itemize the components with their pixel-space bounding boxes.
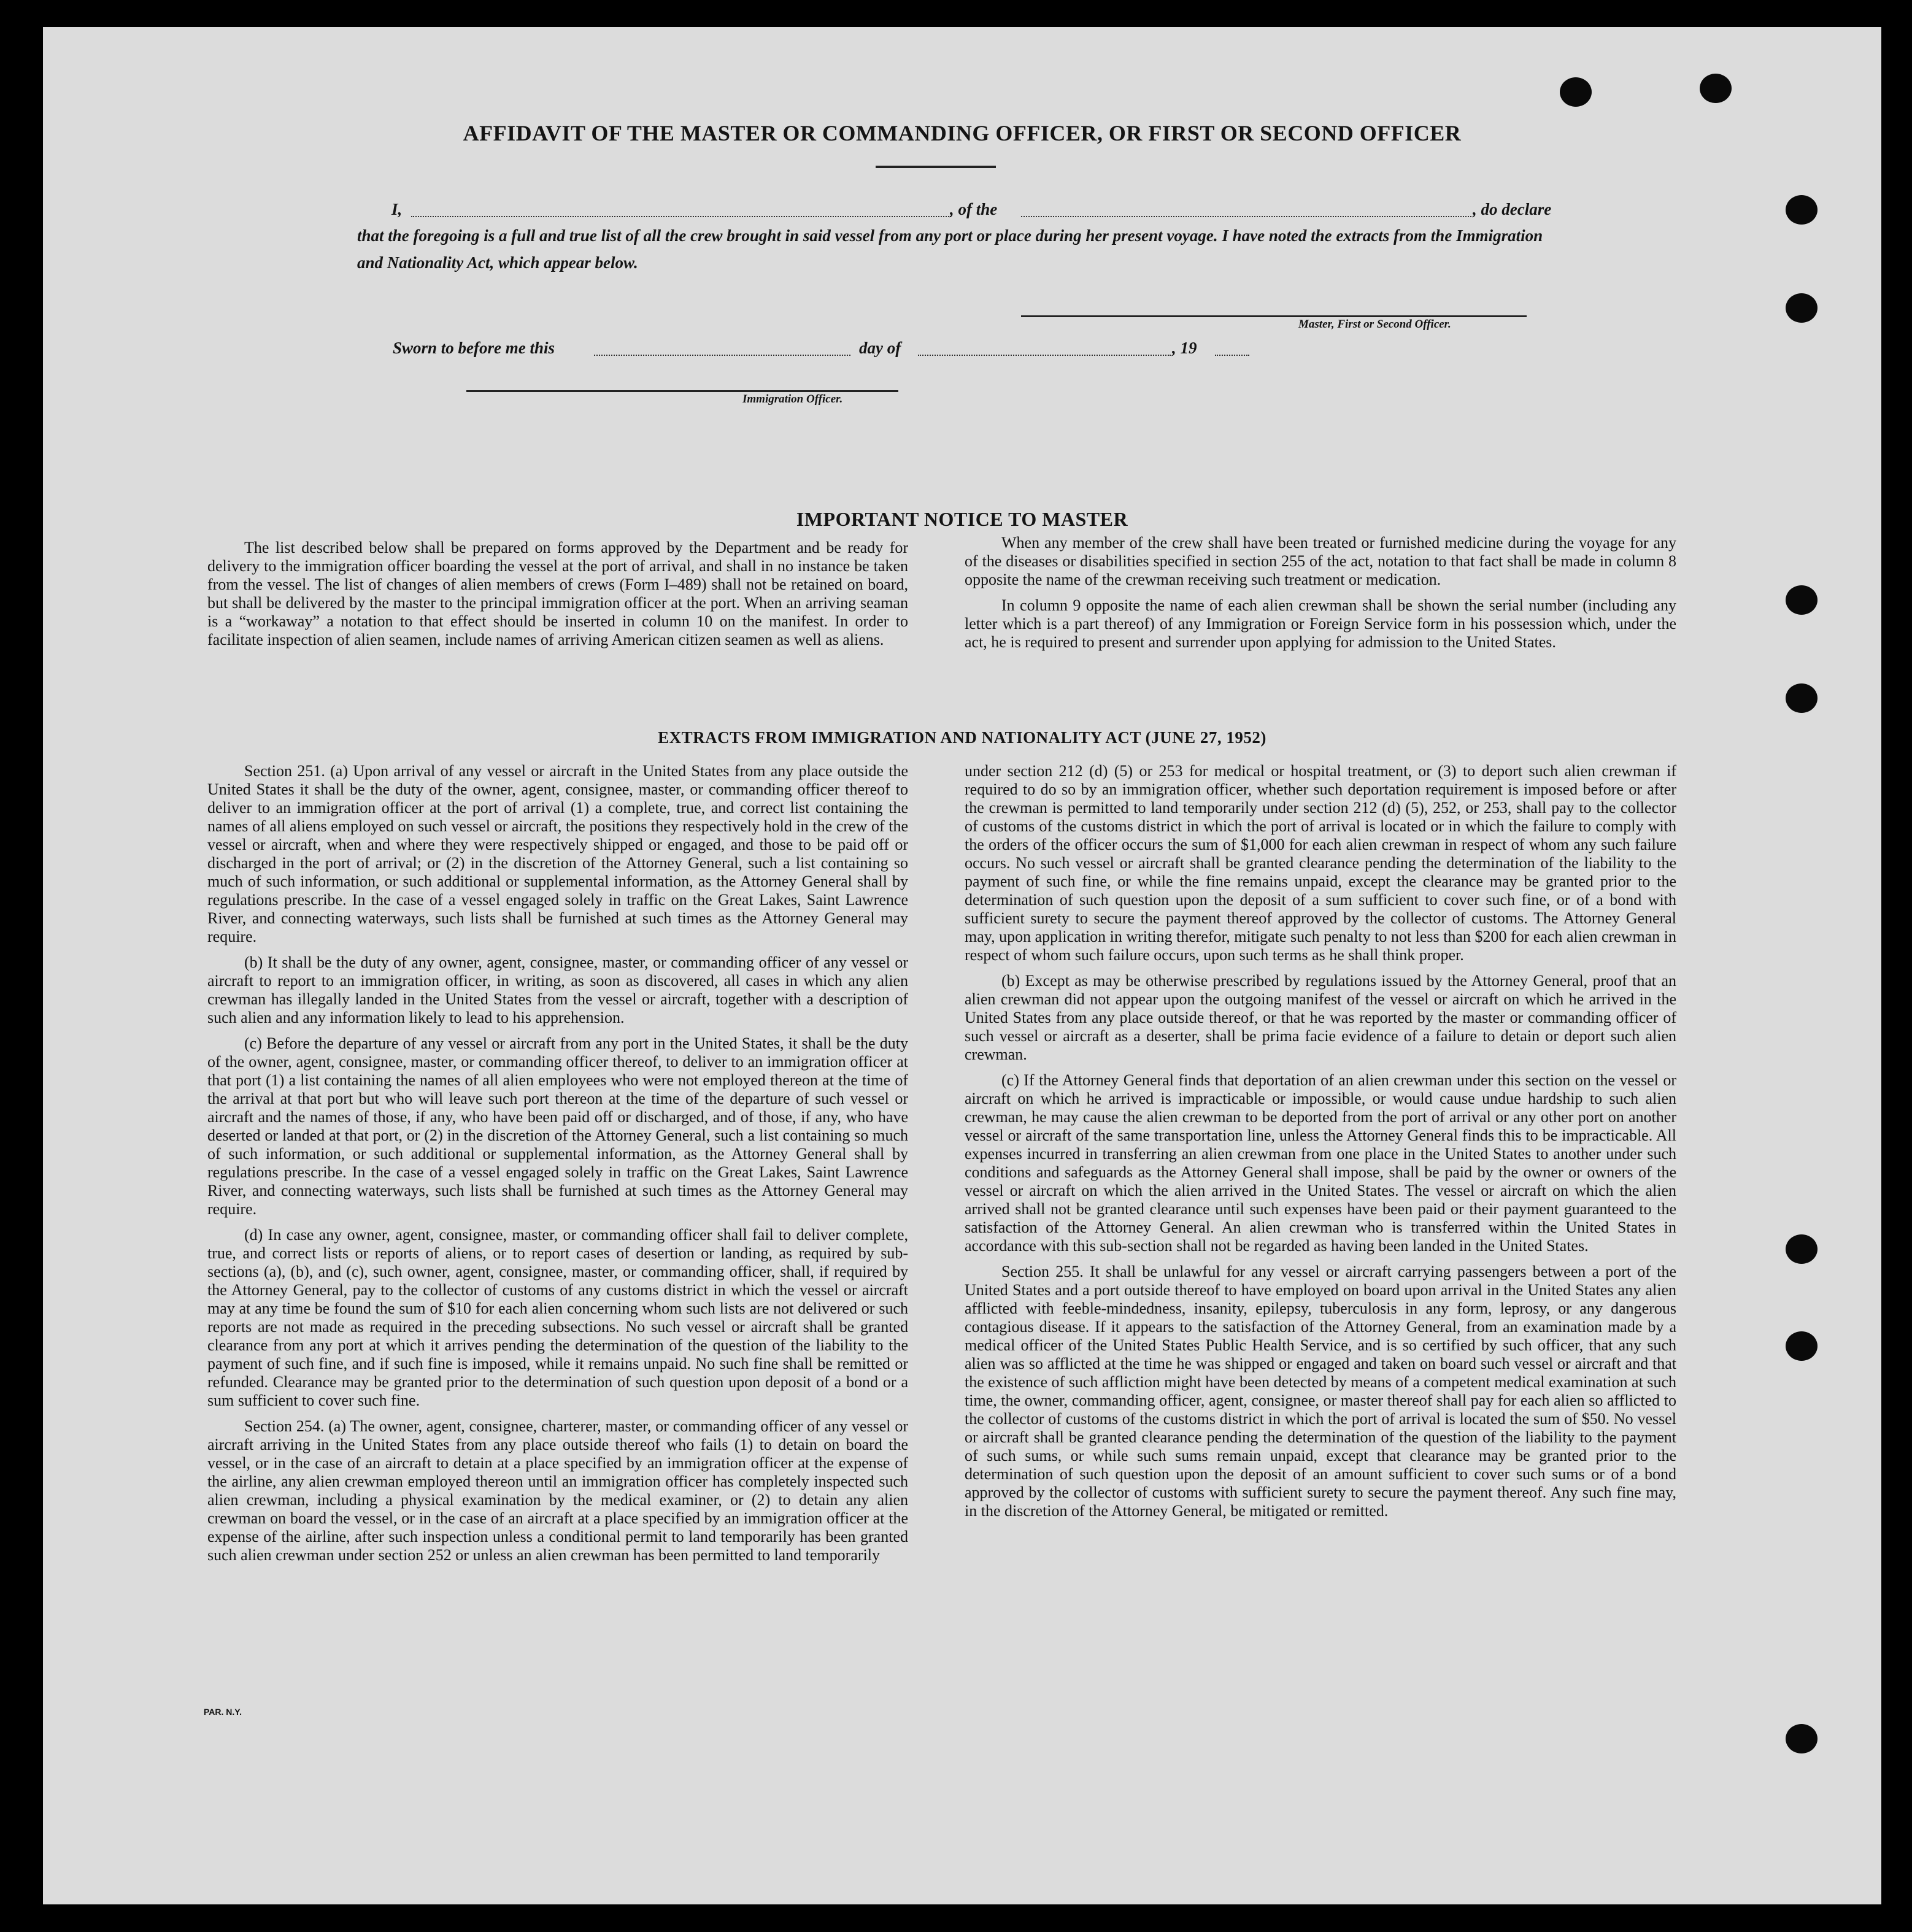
section-251a: Section 251. (a) Upon arrival of any vessel or aircraft in the United States from any place outside the United States it shall be the duty of the owner, agent, consignee, master, or commanding officer thereof to deliver to an immigration officer at the port of arrival (1) a complete, true, and correct list containing the names of all aliens employed on such vessel or aircraft, the positions they respectively hold in the crew of the vessel or aircraft, when and where they were respectively shipped or engaged, and those to be paid off or discharged in the port of arrival; or (2) in the discretion of the Attorney General, such a list containing so much of such information, or such additional or supplemental information, as the Attorney General shall by regulations prescribe. In the case of a vessel engaged solely in traffic on the Great Lakes, Saint Lawrence River, and connecting waterways, such lists shall be furnished at such times as the Attorney General may require.: [207, 762, 908, 945]
notice-title: IMPORTANT NOTICE TO MASTER: [796, 508, 1128, 530]
of-the-label: , of the: [950, 200, 998, 218]
section-251c: (c) Before the departure of any vessel or aircraft from any port in the United States, it shall be the duty of the owner, agent, consignee, master, or commanding officer thereof, to deliver to an immigration officer at that port (1) a list containing the names of all alien employees who were not employed thereon at the time of the arrival at that port but who will leave such port thereon at the time of the departure of such vessel or aircraft and the names of those, if any, who have been paid off or discharged, and of those, if any, who have deserted or landed at that port, or (2) in the discretion of the Attorney General, such a list containing so much of such information, or such additional or supplemental information, as the Attorney General shall by regulations prescribe. In the case of a vessel engaged solely in traffic on the Great Lakes, Saint Lawrence River, and connecting waterways, such lists shall be furnished at such times as the Attorney General may require.: [207, 1034, 908, 1218]
printer-mark: PAR. N.Y.: [204, 1707, 242, 1717]
immigration-officer-label: Immigration Officer.: [742, 393, 843, 406]
section-255: Section 255. It shall be unlawful for any vessel or aircraft carrying passengers between a port of the United States and a port outside thereof to have employed on board upon arrival in the United States any alien afflicted with feeble-mindedness, insanity, epilepsy, tuberculosis in any form, leprosy, or any dangerous contagious disease. If it appears to the satisfaction of the Attorney General, from an examination made by a medical officer of the United States Public Health Service, and is so certified by such officer, that any such alien was so afflicted at the time he was shipped or engaged and taken on board such vessel or aircraft and that the existence of such affliction might have been detected by means of a competent medical examination at such time, the owner, commanding officer, agent, consignee, or master thereof shall pay for each alien so afflicted to the collector of customs of the customs district in which the port of arrival is located the sum of $50. No vessel or aircraft shall be granted clearance pending the determination of the question of the liability to the payment of such sums, or while such sums remain unpaid, except that clearance may be granted prior to the determination of such question upon the deposit of an amount sufficient to cover such sums or of a bond approved by the collector of customs with sufficient surety to secure the payment thereof. Any such fine may, in the discretion of the Attorney General, be mitigated or remitted.: [965, 1263, 1676, 1520]
notice-right-paragraph-1: When any member of the crew shall have been treated or furnished medicine during the voyage for any of the diseases or disabilities specified in section 255 of the act, notation to that fact shall be made in column 8 opposite the name of the crewman receiving such treatment or medication.: [965, 534, 1676, 588]
section-251d: (d) In case any owner, agent, consignee, master, or commanding officer shall fail to deliver complete, true, and correct lists or reports of aliens, or to report cases of desertion or landing, as required by sub-sections (a), (b), and (c), such owner, agent, consignee, master, or commanding officer, shall, if required by the Attorney General, pay to the collector of customs of any customs district in which the vessel or aircraft may at any time be found the sum of $10 for each alien concerning whom such lists are not delivered or such reports are not made as required in the preceding subsections. No such vessel or aircraft shall be granted clearance from any port at which it arrives pending the determination of the question of the liability to the payment of such fine, and if such fine is imposed, while it remains unpaid. No such fine shall be remitted or refunded. Clearance may be granted prior to the determination of such question upon deposit of a bond or a sum sufficient to cover such fine.: [207, 1226, 908, 1409]
notice-left-column: [207, 539, 908, 656]
section-254b: (b) Except as may be otherwise prescribed by regulations issued by the Attorney General, proof that an alien crewman did not appear upon the outgoing manifest of the vessel or aircraft on which he arrived in the United States from any place outside thereof, or that he was reported by the master or commanding officer of such vessel or aircraft as a deserter, shall be prima facie evidence of a failure to detain or deport such alien crewman.: [965, 972, 1676, 1063]
master-signature-label: Master, First or Second Officer.: [1298, 318, 1451, 331]
title-rule: [876, 166, 996, 168]
section-254c: (c) If the Attorney General finds that deportation of an alien crewman under this section on the vessel or aircraft on which he arrived is impracticable or impossible, or would cause undue hardship to such alien crewman, he may cause the alien crewman to be deported from the port of arrival or any other port on another vessel or aircraft of the same transportation line, unless the Attorney General finds this to be impracticable. All expenses incurred in transferring an alien crewman from one place in the United States to another under such conditions and safeguards as the Attorney General shall impose, shall be paid by the owner or owners of the vessel or aircraft on which the alien arrived in the United States. The vessel or aircraft on which the alien arrived shall not be granted clearance until such expenses have been paid or their payment guaranteed to the satisfaction of the Attorney General. An alien crewman who is transferred within the United States in accordance with this sub-section shall not be regarded as having been landed in the United States.: [965, 1071, 1676, 1255]
sworn-day-field[interactable]: [594, 355, 850, 356]
punch-hole-icon: [1786, 1724, 1818, 1753]
punch-hole-icon: [1700, 74, 1732, 103]
sworn-year-field[interactable]: [1215, 355, 1249, 356]
punch-hole-icon: [1786, 585, 1818, 615]
affidavit-title: AFFIDAVIT OF THE MASTER OR COMMANDING OFFICER, OR FIRST OR SECOND OFFICER: [463, 121, 1462, 145]
section-251b: (b) It shall be the duty of any owner, agent, consignee, master, or commanding officer of any vessel or aircraft to report to an immigration officer, in writing, as soon as discovered, all cases in which any alien crewman has illegally landed in the United States from the vessel or aircraft, together with a description of such alien and any information likely to lead to his apprehension.: [207, 953, 908, 1026]
sworn-label: Sworn to before me this: [393, 339, 555, 357]
year-label: , 19: [1172, 339, 1197, 357]
punch-hole-icon: [1560, 77, 1592, 107]
notice-left-paragraph: The list described below shall be prepared on forms approved by the Department and be ready for delivery to the immigration officer boarding the vessel at the port of arrival, and shall in no instance be taken from the vessel. The list of changes of alien members of crews (Form I–489) shall not be retained on board, but shall be delivered by the master to the principal immigration officer at the port. When an arriving seaman is a “workaway” a notation to that effect should be inserted in column 10 on the manifest. In order to facilitate inspection of alien seamen, include names of arriving American citizen seamen as well as aliens.: [207, 539, 908, 648]
notice-right-column: [965, 534, 1676, 659]
notice-right-paragraph-2: In column 9 opposite the name of each alien crewman shall be shown the serial number (including any letter which is a part thereof) of any Immigration or Foreign Service form in his possession which, under the act, he is required to present and surrender upon applying for admission to the United States.: [965, 596, 1676, 651]
extracts-right-column: [965, 762, 1676, 1528]
extracts-title: EXTRACTS FROM IMMIGRATION AND NATIONALITY ACT (JUNE 27, 1952): [658, 728, 1266, 747]
name-field[interactable]: [411, 216, 951, 217]
punch-hole-icon: [1786, 683, 1818, 713]
punch-hole-icon: [1786, 1234, 1818, 1264]
punch-hole-icon: [1786, 293, 1818, 323]
section-254a-continued: under section 212 (d) (5) or 253 for medical or hospital treatment, or (3) to deport such alien crewman if required to do so by an immigration officer, whether such deportation requirement is imposed before or after the crewman is permitted to land temporarily under section 212 (d) (5), 252, or 253, shall pay to the collector of customs of the customs district in which the port of arrival is located or in which the failure to comply with the orders of the officer occurs the sum of $1,000 for each alien crewman in respect of whom any such failure occurs. No such vessel or aircraft shall be granted clearance pending the determination of the liability to the payment of such fine, or while the fine remains unpaid, except the clearance may be granted prior to the determination of such question upon the deposit of a sum sufficient to cover such fine, or of a bond with sufficient surety to secure the payment thereof approved by the collector of customs. The Attorney General may, upon application in writing therefor, mitigate such penalty to not less than $200 for each alien crewman in respect of whom such failure occurs, upon such terms as he shall think proper.: [965, 762, 1676, 964]
punch-hole-icon: [1786, 195, 1818, 225]
declaration-text: that the foregoing is a full and true list of all the crew brought in said vessel from any port or place during her present voyage. I have noted the extracts from the Immigration and Nationality Act, which appear below.: [357, 226, 1543, 272]
document-page: [43, 27, 1881, 1904]
vessel-field[interactable]: [1021, 216, 1471, 217]
sworn-month-field[interactable]: [918, 355, 1171, 356]
section-254a: Section 254. (a) The owner, agent, consignee, charterer, master, or commanding officer of any vessel or aircraft arriving in the United States from any place outside thereof who fails (1) to detain on board the vessel, or in the case of an aircraft to detain at a place specified by an immigration officer at the expense of the airline, any alien crewman employed thereon until an immigration officer has completely inspected such alien crewman, including a physical examination by the medical examiner, or (2) to detain any alien crewman on board the vessel, or in the case of an aircraft at a place specified by an immigration officer at the expense of the airline, after such inspection unless a conditional permit to land temporarily has been granted such alien crewman under section 252 or unless an alien crewman has been permitted to land temporarily: [207, 1417, 908, 1564]
i-label: I,: [391, 200, 403, 218]
day-of-label: day of: [859, 339, 901, 357]
immigration-officer-signature-line[interactable]: [466, 390, 898, 392]
master-signature-line[interactable]: [1021, 315, 1527, 317]
punch-hole-icon: [1786, 1331, 1818, 1361]
do-declare-label: , do declare: [1473, 200, 1552, 218]
extracts-left-column: [207, 762, 908, 1572]
